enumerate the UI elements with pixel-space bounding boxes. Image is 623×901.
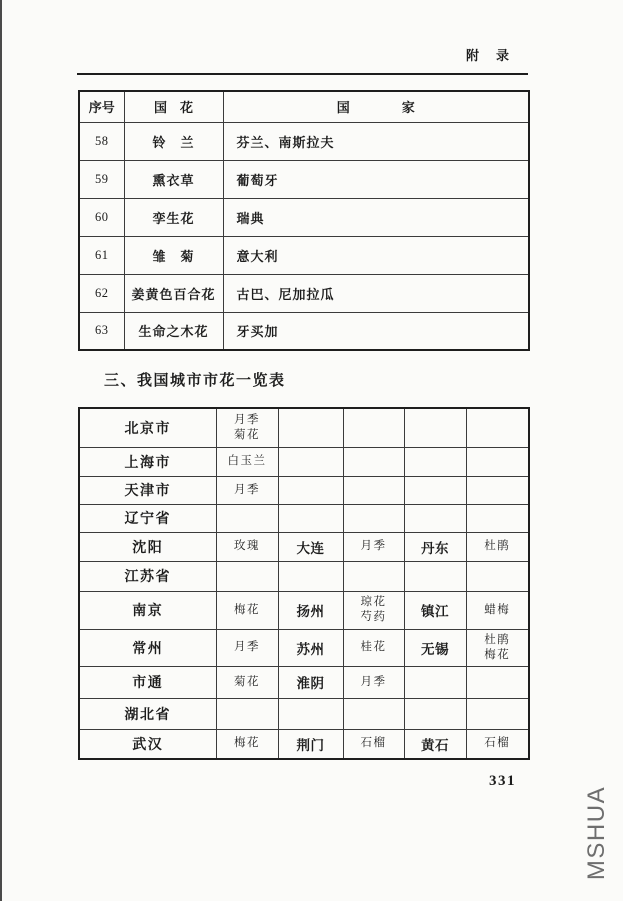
flower-cell [343,504,404,532]
no-cell: 60 [79,198,124,236]
flower-cell: 梅花 [216,729,278,759]
flower-cell: 月季 [343,532,404,561]
country-cell: 古巴、尼加拉瓜 [223,274,529,312]
table-row [79,122,529,160]
flower-cell [343,561,404,591]
flower-cell: 生命之木花 [124,312,223,350]
city-cell: 大连 [278,532,343,561]
table-row [79,666,529,698]
no-cell: 62 [79,274,124,312]
country-cell: 葡萄牙 [223,160,529,198]
header-rule [77,73,528,75]
city-flower-table [78,407,530,760]
city-cell: 南京 [79,591,216,629]
city-cell [278,476,343,504]
table-row [79,274,529,312]
flower-cell [466,447,529,476]
city-cell: 荆门 [278,729,343,759]
country-cell: 意大利 [223,236,529,274]
flower-cell [216,698,278,729]
flower-cell: 铃 兰 [124,122,223,160]
no-cell: 58 [79,122,124,160]
flower-cell: 杜鹃 [466,532,529,561]
table-row [79,629,529,666]
city-cell: 武汉 [79,729,216,759]
flower-cell: 桂花 [343,629,404,666]
country-cell: 牙买加 [223,312,529,350]
header-no: 序号 [79,91,124,122]
table-row [79,561,529,591]
city-cell [278,408,343,447]
city-cell: 扬州 [278,591,343,629]
flower-cell: 姜黄色百合花 [124,274,223,312]
watermark-text: MSHUA [583,785,611,881]
flower-cell: 石榴 [343,729,404,759]
table-row [79,312,529,350]
table-row [79,160,529,198]
flower-cell [466,666,529,698]
flower-cell: 月季 [216,476,278,504]
city-cell: 淮阴 [278,666,343,698]
page-number: 331 [489,773,516,789]
flower-cell [343,447,404,476]
flower-cell: 雏 菊 [124,236,223,274]
city-cell: 北京市 [79,408,216,447]
city-cell [278,504,343,532]
city-cell: 市通 [79,666,216,698]
province-cell: 江苏省 [79,561,216,591]
city-cell [404,561,466,591]
city-cell: 常州 [79,629,216,666]
table-row [79,198,529,236]
city-cell: 苏州 [278,629,343,666]
flower-cell: 孪生花 [124,198,223,236]
flower-cell: 熏衣草 [124,160,223,198]
flower-cell: 蜡梅 [466,591,529,629]
city-cell [278,561,343,591]
city-cell: 镇江 [404,591,466,629]
no-cell: 63 [79,312,124,350]
national-flower-table [78,90,530,351]
city-cell: 上海市 [79,447,216,476]
flower-cell [466,698,529,729]
city-cell [404,504,466,532]
flower-cell [466,476,529,504]
running-head: 附 录 [466,48,512,63]
section-title: 三、我国城市市花一览表 [104,372,286,389]
flower-cell: 白玉兰 [216,447,278,476]
flower-cell: 石榴 [466,729,529,759]
no-cell: 59 [79,160,124,198]
flower-cell [343,476,404,504]
city-cell: 丹东 [404,532,466,561]
table-row [79,591,529,629]
country-cell: 瑞典 [223,198,529,236]
table-row [79,698,529,729]
province-cell: 辽宁省 [79,504,216,532]
flower-cell: 玫瑰 [216,532,278,561]
table-row [79,447,529,476]
flower-cell: 月季 菊花 [216,408,278,447]
table-row [79,532,529,561]
table-row [79,236,529,274]
province-cell: 湖北省 [79,698,216,729]
flower-cell: 琼花 芍药 [343,591,404,629]
country-cell: 芬兰、南斯拉夫 [223,122,529,160]
table-row [79,408,529,447]
flower-cell [466,504,529,532]
city-cell: 沈阳 [79,532,216,561]
city-cell [278,447,343,476]
flower-cell [216,561,278,591]
header-country: 国 家 [223,91,529,122]
header-flower: 国 花 [124,91,223,122]
table-row [79,729,529,759]
table-row [79,476,529,504]
flower-cell [466,408,529,447]
city-cell [278,698,343,729]
flower-cell: 菊花 [216,666,278,698]
table-header-row [79,91,529,122]
flower-cell [216,504,278,532]
flower-cell: 杜鹃 梅花 [466,629,529,666]
scanner-edge-line [0,0,2,901]
watermark [584,782,610,884]
flower-cell [343,408,404,447]
flower-cell: 梅花 [216,591,278,629]
city-cell [404,408,466,447]
no-cell: 61 [79,236,124,274]
flower-cell: 月季 [343,666,404,698]
city-cell [404,698,466,729]
table-row [79,504,529,532]
city-cell [404,447,466,476]
city-cell [404,476,466,504]
city-cell: 无锡 [404,629,466,666]
flower-cell: 月季 [216,629,278,666]
flower-cell [466,561,529,591]
city-cell: 黄石 [404,729,466,759]
city-cell: 天津市 [79,476,216,504]
city-cell [404,666,466,698]
flower-cell [343,698,404,729]
